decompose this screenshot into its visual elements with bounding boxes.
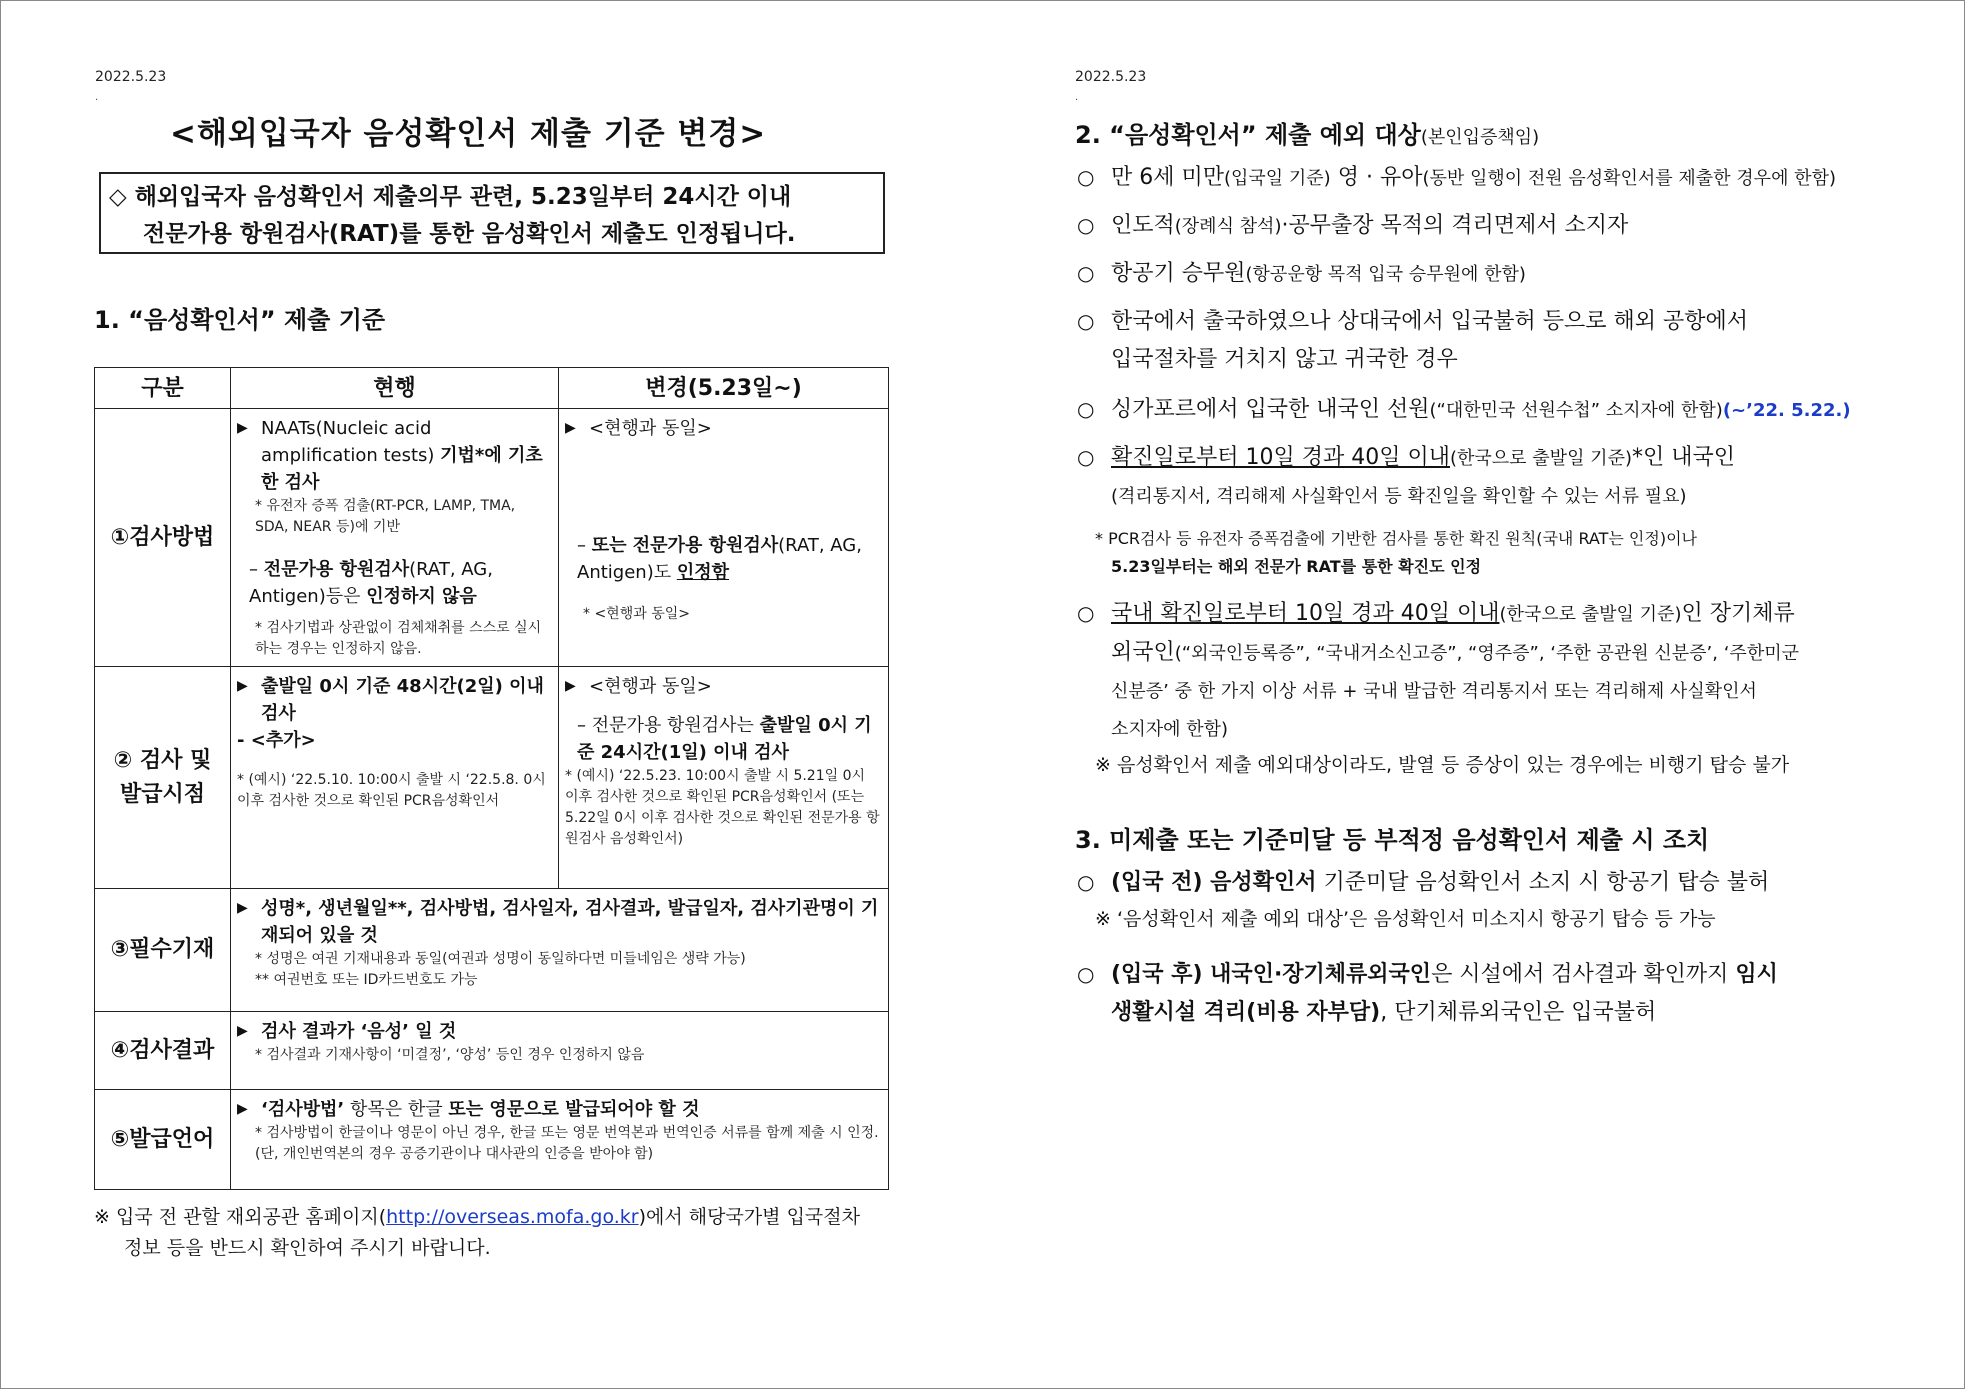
triangle-bullet-icon: ▶	[237, 420, 248, 436]
change-cell	[559, 409, 889, 667]
circle-bullet-icon: ○	[1077, 870, 1095, 894]
item-sub: (한국으로 출발일 기준)	[1499, 604, 1682, 625]
cell-text-bold: 출발일 0시 기준 24시간(1일) 이내 검사	[577, 715, 872, 763]
section-2-heading	[1075, 115, 1539, 150]
item-sub: (“대한민국 선원수첩” 소지자에 한함)	[1429, 400, 1723, 421]
cell-note: * 검사결과 기재사항이 ‘미결정’, ‘양성’ 등인 경우 인정하지 않음	[255, 1047, 645, 1063]
current-cell	[231, 667, 559, 889]
col-header: 변경(5.23일~)	[559, 368, 889, 409]
row-category: ③필수기재	[95, 889, 231, 1012]
right-page	[985, 0, 1965, 1389]
item-sub: (격리통지서, 격리해제 사실확인서 등 확진일을 확인할 수 있는 서류 필요)	[1111, 486, 1687, 507]
cell-text: 항목은 한글	[344, 1099, 449, 1120]
cell-note: * <현행과 동일>	[583, 606, 690, 622]
circle-bullet-icon: ○	[1077, 261, 1095, 285]
circle-bullet-icon: ○	[1077, 213, 1095, 237]
cell-text-bold: 또는 영문으로 발급되어야 할 것	[448, 1099, 700, 1120]
cell-text-bold: ‘검사방법’	[261, 1099, 345, 1120]
cell-text-bold: 전문가용 항원검사	[263, 559, 410, 580]
notice-line-2: 전문가용 항원검사(RAT)를 통한 음성확인서 제출도 인정됩니다.	[143, 221, 796, 247]
cell-note: * 검사방법이 한글이나 영문이 아닌 경우, 한글 또는 영문 번역본과 번역인증 서류를 함께 제출 시 인정. (단, 개인번역본의 경우 공증기관이나 대사관의 인증을 받아야 함)	[255, 1125, 879, 1162]
item-text-bold: 임시	[1735, 962, 1778, 987]
date-label: 2022.5.23	[1075, 69, 1147, 85]
exemption-item	[1077, 390, 1965, 430]
triangle-bullet-icon: ▶	[237, 1023, 248, 1039]
dot-mark: .	[1075, 92, 1079, 103]
current-cell	[231, 409, 559, 667]
col-header: 현행	[231, 368, 559, 409]
item-text: , 단기체류외국인은 입국불허	[1380, 1000, 1657, 1025]
item-text-bold: (입국 후) 내국인·장기체류외국인	[1111, 962, 1432, 987]
item-date-blue: (~’22. 5.22.)	[1722, 400, 1851, 421]
item-text: 인도적	[1111, 213, 1175, 238]
footer-text: ※ 입국 전 관할 재외공관 홈페이지(	[94, 1206, 387, 1228]
item-text: 기준미달 음성확인서 소지 시 항공기 탑승 불허	[1316, 870, 1770, 895]
cell-note: ** 여권번호 또는 ID카드번호도 가능	[255, 972, 478, 988]
cell-text: <현행과 동일>	[589, 418, 712, 439]
document-title: <해외입국자 음성확인서 제출 기준 변경>	[170, 116, 767, 152]
item-sub: (동반 일행이 전원 음성확인서를 제출한 경우에 한함)	[1422, 168, 1836, 189]
change-cell	[559, 667, 889, 889]
item-sub: 신분증’ 중 한 가지 이상 서류 + 국내 발급한 격리통지서 또는 격리해제 사실확인서	[1111, 681, 1757, 702]
category-line: 발급시점	[119, 781, 205, 807]
cell-dash-line: – 또는 전문가용 항원검사(RAT, AG, Antigen)도 인정함	[577, 535, 862, 583]
item-text: 싱가포르에서 입국한 내국인 선원	[1111, 397, 1430, 422]
circle-bullet-icon: ○	[1077, 309, 1095, 333]
item-text: 국내 확진일로부터 10일 경과 40일 이내	[1111, 601, 1500, 626]
cell-text: NAATs(Nucleic acid amplification tests)	[261, 418, 441, 466]
cell-note: * 검사기법과 상관없이 검체채취를 스스로 실시하는 경우는 인정하지 않음.	[255, 620, 542, 657]
exemption-item	[1077, 206, 1965, 246]
cell-text: 전문가용 항원검사는	[591, 715, 760, 736]
cell-text: (RAT, AG, Antigen)도	[577, 535, 862, 583]
cell-note: * (예시) ‘22.5.10. 10:00시 출발 시 ‘22.5.8. 0시 이후 검사한 것으로 확인된 PCR음성확인서	[237, 772, 546, 809]
item-sub: (입국일 기준)	[1224, 168, 1331, 189]
circle-bullet-icon: ○	[1077, 165, 1095, 189]
cell-dash-line: – 전문가용 항원검사(RAT, AG, Antigen)등은 인정하지 않음	[249, 559, 493, 607]
item-sub: (장례식 참석)	[1174, 216, 1282, 237]
measure-item	[1077, 863, 1965, 902]
overseas-link[interactable]: http://overseas.mofa.go.kr	[386, 1206, 639, 1228]
exemption-item	[1077, 594, 1965, 749]
cell-text-bold: 출발일 0시 기준 48시간(2일) 이내 검사	[261, 676, 544, 724]
cell-text-bold: 검사 결과가 ‘음성’ 일 것	[261, 1021, 457, 1042]
cell-note: * (예시) ‘22.5.23. 10:00시 출발 시 5.21일 0시 이후 검사한 것으로 확인된 PCR음성확인서 (또는 5.22일 0시 이후 검사한 것으로 확인된 전문가용 항원검사 음성확인서)	[565, 768, 880, 847]
exemption-item	[1077, 302, 1965, 379]
table-row	[95, 889, 889, 1012]
heading-sub: (본인입증책임)	[1420, 127, 1540, 148]
cell-text-bold: - <추가>	[237, 730, 316, 751]
footer-note	[94, 1202, 894, 1264]
item-continuation	[1077, 994, 1965, 1032]
merged-cell	[231, 1090, 889, 1190]
table-row	[95, 1012, 889, 1090]
cell-note: * 성명은 여권 기재내용과 동일(여권과 성명이 동일하다면 미들네임은 생략 가능)	[255, 951, 746, 967]
cell-dash-line: – 전문가용 항원검사는 출발일 0시 기준 24시간(1일) 이내 검사	[577, 715, 872, 763]
cell-text-bold: 또는 전문가용 항원검사	[591, 535, 779, 556]
row-category: ④검사결과	[95, 1012, 231, 1090]
triangle-bullet-icon: ▶	[237, 1101, 248, 1117]
item-text: *인 내국인	[1631, 445, 1735, 470]
item-text: 인 장기체류	[1681, 601, 1795, 626]
note-text: * PCR검사 등 유전자 증폭검출에 기반한 검사를 통한 확진 원칙(국내 RAT는 인정)이나	[1095, 529, 1697, 548]
item-text: 입국절차를 거치지 않고 귀국한 경우	[1111, 347, 1458, 372]
item-text: 항공기 승무원	[1111, 261, 1246, 286]
date-label: 2022.5.23	[95, 69, 167, 85]
cell-text-bold: 성명*, 생년월일**, 검사방법, 검사일자, 검사결과, 발급일자, 검사기관명이 기재되어 있을 것	[261, 898, 879, 946]
table-row	[95, 409, 889, 667]
col-header: 구분	[95, 368, 231, 409]
measure-item	[1077, 955, 1965, 1032]
circle-bullet-icon: ○	[1077, 962, 1095, 986]
item-text: 외국인	[1111, 640, 1175, 665]
section-2-note: ※ 음성확인서 제출 예외대상이라도, 발열 등 증상이 있는 경우에는 비행기 탑승 불가	[1095, 754, 1790, 776]
circle-bullet-icon: ○	[1077, 397, 1095, 421]
cell-text: (RAT, AG, Antigen)등은	[249, 559, 493, 607]
heading-text: 2. “음성확인서” 제출 예외 대상	[1075, 121, 1421, 149]
item-text: 만 6세 미만	[1111, 165, 1224, 190]
merged-cell	[231, 1012, 889, 1090]
section-1-heading: 1. “음성확인서” 제출 기준	[94, 306, 386, 334]
item-text: 은 시설에서 검사결과 확인까지	[1431, 962, 1736, 987]
item-text: 한국에서 출국하였으나 상대국에서 입국불허 등으로 해외 공항에서	[1111, 309, 1749, 334]
triangle-bullet-icon: ▶	[237, 678, 248, 694]
note-text-bold: 5.23일부터는 해외 전문가 RAT를 통한 확진도 인정	[1111, 557, 1482, 576]
item-text: 확진일로부터 10일 경과 40일 이내	[1111, 445, 1450, 470]
exemption-item	[1077, 254, 1965, 294]
row-category: ⑤발급언어	[95, 1090, 231, 1190]
notice-box	[99, 172, 885, 254]
item-continuation	[1077, 634, 1965, 673]
merged-cell	[231, 889, 889, 1012]
item-text-bold: (입국 전) 음성확인서	[1111, 870, 1317, 895]
left-page	[0, 0, 980, 1389]
row-category	[95, 667, 231, 889]
triangle-bullet-icon: ▶	[237, 900, 248, 916]
exemption-item	[1077, 158, 1965, 198]
triangle-bullet-icon: ▶	[565, 420, 576, 436]
item-text-bold: 생활시설 격리(비용 자부담)	[1111, 1000, 1381, 1025]
table-row	[95, 1090, 889, 1190]
measure-note: ※ ‘음성확인서 제출 예외 대상’은 음성확인서 미소지시 항공기 탑승 등 가능	[1095, 908, 1716, 930]
cell-text-bold: 기법*에 기초한 검사	[261, 445, 543, 493]
cell-text-bold: 인정하지 않음	[366, 586, 477, 607]
item-sub: 소지자에 한함)	[1111, 719, 1229, 740]
cell-text-underlined: 인정함	[676, 562, 729, 583]
dot-mark: .	[95, 92, 99, 103]
item-sub: (항공운항 목적 입국 승무원에 한함)	[1245, 264, 1526, 285]
row-category: ①검사방법	[95, 409, 231, 667]
circle-bullet-icon: ○	[1077, 445, 1095, 469]
section-3-heading: 3. 미제출 또는 기준미달 등 부적정 음성확인서 제출 시 조치	[1075, 826, 1710, 854]
criteria-table	[94, 367, 889, 1190]
exemption-item	[1077, 438, 1965, 516]
item-text: 영 · 유아	[1330, 165, 1423, 190]
cell-note: * 유전자 증폭 검출(RT-PCR, LAMP, TMA, SDA, NEAR 등)에 기반	[255, 498, 516, 535]
footer-text: 정보 등을 반드시 확인하여 주시기 바랍니다.	[124, 1237, 491, 1259]
footer-text: )에서 해당국가별 입국절차	[638, 1206, 860, 1228]
table-row	[95, 667, 889, 889]
notice-line-1: ◇ 해외입국자 음성확인서 제출의무 관련, 5.23일부터 24시간 이내	[109, 184, 792, 210]
triangle-bullet-icon: ▶	[565, 678, 576, 694]
table-header-row	[95, 368, 889, 409]
item-text: ·공무출장 목적의 격리면제서 소지자	[1281, 213, 1629, 238]
item-sub: (“외국인등록증”, “국내거소신고증”, “영주증”, ‘주한 공관원 신분증’, ‘주한미군	[1174, 643, 1799, 664]
cell-text: <현행과 동일>	[589, 676, 712, 697]
item-sub: (한국으로 출발일 기준)	[1450, 448, 1632, 469]
circle-bullet-icon: ○	[1077, 601, 1095, 625]
item-note	[1095, 525, 1697, 581]
category-line: ② 검사 및	[113, 747, 212, 773]
